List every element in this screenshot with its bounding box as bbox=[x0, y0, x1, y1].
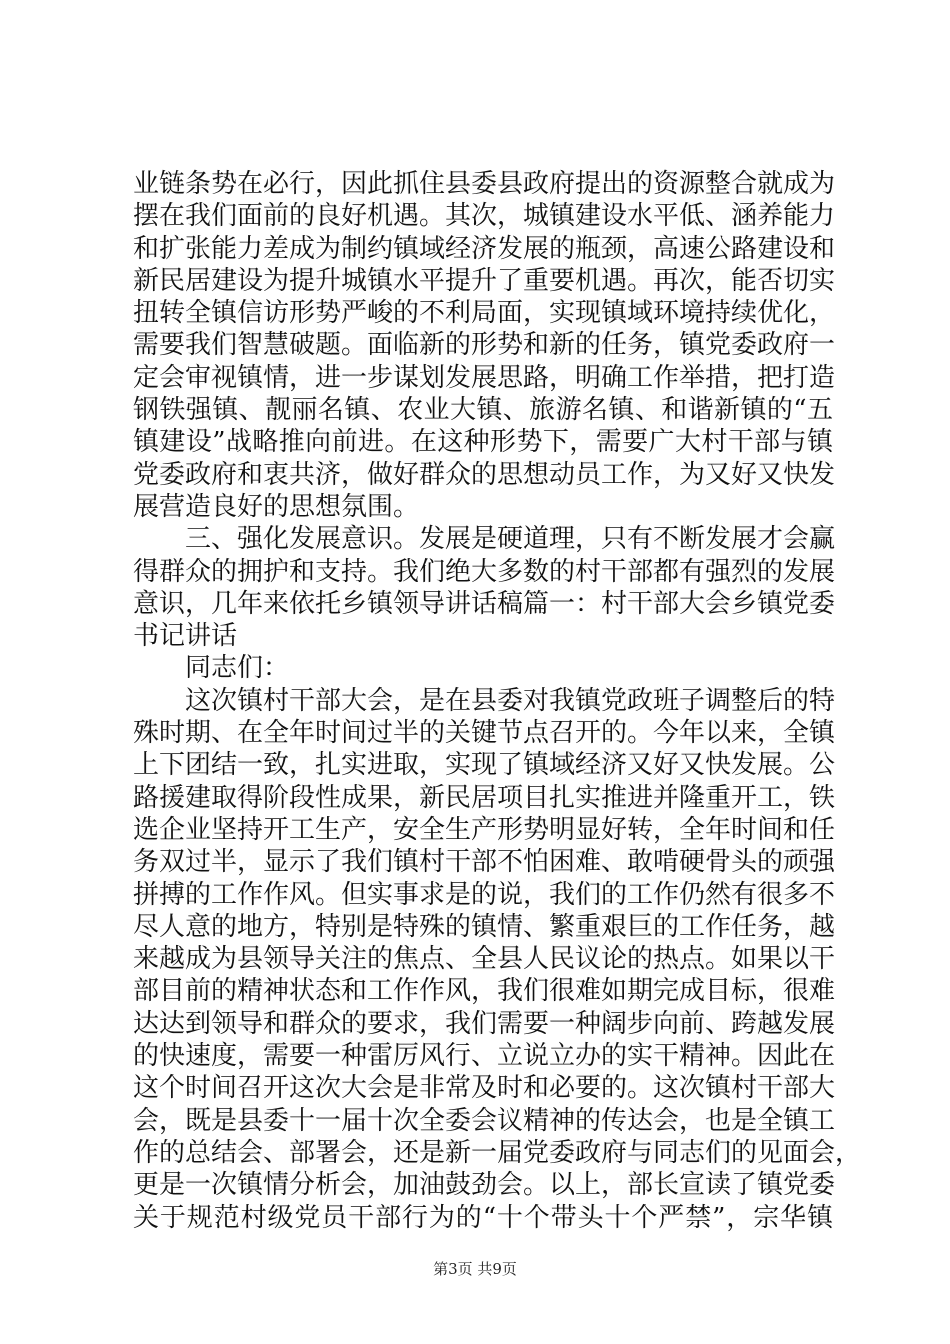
text-line: 展营造良好的思想氛围。 bbox=[133, 491, 420, 522]
text-line: 务双过半，显示了我们镇村干部不怕困难、敢啃硬骨头的顽强 bbox=[133, 847, 836, 878]
text-line: 达达到领导和群众的要求，我们需要一种阔步向前、跨越发展 bbox=[133, 1008, 836, 1039]
text-line: 路援建取得阶段性成果，新民居项目扎实推进并隆重开工，铁 bbox=[133, 782, 836, 813]
text-line: 部目前的精神状态和工作作风，我们很难如期完成目标，很难 bbox=[133, 976, 836, 1007]
text-line: 扭转全镇信访形势严峻的不利局面，实现镇域环境持续优化， bbox=[133, 298, 836, 329]
text-line: 拼搏的工作作风。但实事求是的说，我们的工作仍然有很多不 bbox=[133, 879, 836, 910]
text-line: 需要我们智慧破题。面临新的形势和新的任务，镇党委政府一 bbox=[133, 330, 836, 361]
text-line: 同志们： bbox=[185, 653, 290, 684]
text-line: 来越成为县领导关注的焦点、全县人民议论的热点。如果以干 bbox=[133, 944, 836, 975]
body-text bbox=[133, 168, 862, 1234]
text-line: 选企业坚持开工生产，安全生产形势明显好转，全年时间和任 bbox=[133, 814, 836, 845]
text-line: 定会审视镇情，进一步谋划发展思路，明确工作举措，把打造 bbox=[133, 362, 836, 393]
text-line: 更是一次镇情分析会，加油鼓劲会。以上，部长宣读了镇党委 bbox=[133, 1170, 836, 1201]
text-line: 镇建设”战略推向前进。在这种形势下，需要广大村干部与镇 bbox=[133, 427, 833, 458]
text-line: 作的总结会、部署会，还是新一届党委政府与同志们的见面会， bbox=[133, 1137, 862, 1168]
text-line: 这个时间召开这次大会是非常及时和必要的。这次镇村干部大 bbox=[133, 1073, 836, 1104]
text-line: 和扩张能力差成为制约镇域经济发展的瓶颈，高速公路建设和 bbox=[133, 233, 836, 264]
text-line: 的快速度，需要一种雷厉风行、立说立办的实干精神。因此在 bbox=[133, 1041, 836, 1072]
text-line: 尽人意的地方，特别是特殊的镇情、繁重艰巨的工作任务，越 bbox=[133, 911, 836, 942]
page-number-label: 第3页 共9页 bbox=[433, 1260, 517, 1278]
text-line: 会，既是县委十一届十次全委会议精神的传达会，也是全镇工 bbox=[133, 1105, 836, 1136]
text-line: 业链条势在必行，因此抓住县委县政府提出的资源整合就成为 bbox=[133, 169, 836, 199]
text-line: 新民居建设为提升城镇水平提升了重要机遇。再次，能否切实 bbox=[133, 265, 836, 296]
text-line: 三、强化发展意识。发展是硬道理，只有不断发展才会赢 bbox=[185, 524, 836, 555]
text-line: 书记讲话 bbox=[133, 621, 238, 652]
text-line: 上下团结一致，扎实进取，实现了镇域经济又好又快发展。公 bbox=[133, 750, 836, 781]
text-line: 殊时期、在全年时间过半的关键节点召开的。今年以来，全镇 bbox=[133, 718, 836, 749]
text-line: 钢铁强镇、靓丽名镇、农业大镇、旅游名镇、和谐新镇的“五 bbox=[133, 395, 833, 426]
page-footer bbox=[0, 1258, 950, 1279]
text-line: 党委政府和衷共济，做好群众的思想动员工作，为又好又快发 bbox=[133, 459, 836, 490]
text-line: 摆在我们面前的良好机遇。其次，城镇建设水平低、涵养能力 bbox=[133, 201, 836, 232]
text-line: 意识，几年来依托乡镇领导讲话稿篇一：村干部大会乡镇党委 bbox=[133, 588, 836, 619]
text-line: 得群众的拥护和支持。我们绝大多数的村干部都有强烈的发展 bbox=[133, 556, 836, 587]
text-line: 这次镇村干部大会，是在县委对我镇党政班子调整后的特 bbox=[185, 685, 836, 716]
text-line: 关于规范村级党员干部行为的“十个带头十个严禁”，宗华镇 bbox=[133, 1202, 833, 1233]
